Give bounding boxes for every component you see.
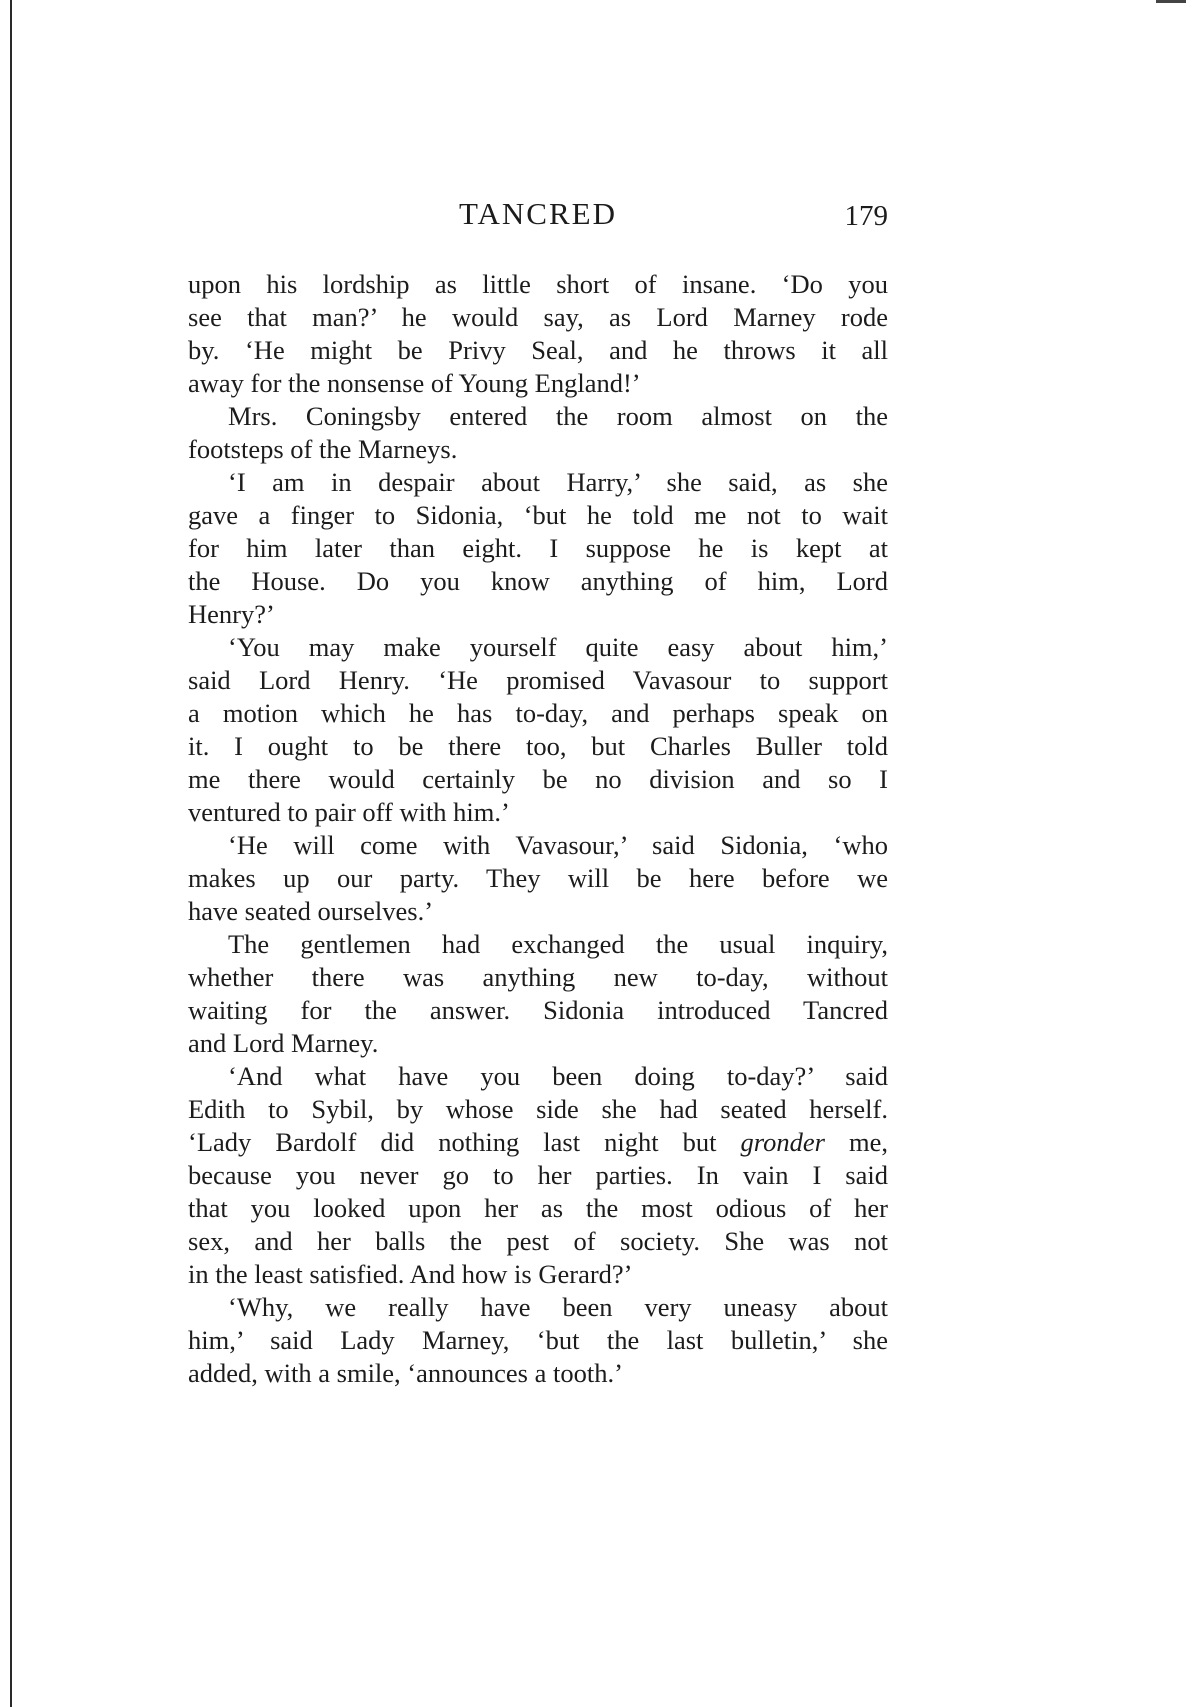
- text-line: gave a finger to Sidonia, ‘but he told me not to wait: [188, 500, 888, 530]
- text-line: ventured to pair off with him.’: [188, 797, 510, 827]
- text-line: ‘Why, we really have been very uneasy about: [228, 1292, 888, 1322]
- text-line: said Lord Henry. ‘He promised Vavasour to support: [188, 665, 888, 695]
- text-line: the House. Do you know anything of him, Lord: [188, 566, 888, 596]
- text-line-with-italic: [188, 1126, 888, 1159]
- page-edge: [10, 0, 12, 1707]
- text-segment: ‘Lady Bardolf did nothing last night but: [188, 1127, 741, 1157]
- text-line: by. ‘He might be Privy Seal, and he throws it all: [188, 335, 888, 365]
- text-line: in the least satisfied. And how is Gerard?’: [188, 1259, 633, 1289]
- text-line: it. I ought to be there too, but Charles Buller told: [188, 731, 888, 761]
- text-segment: me,: [824, 1127, 889, 1157]
- text-line: a motion which he has to-day, and perhaps speak on: [188, 698, 888, 728]
- body-text: [188, 268, 888, 1390]
- text-line: upon his lordship as little short of insane. ‘Do you: [188, 269, 888, 299]
- text-line: ‘You may make yourself quite easy about him,’: [228, 632, 888, 662]
- text-line: added, with a smile, ‘announces a tooth.’: [188, 1358, 623, 1388]
- text-line: waiting for the answer. Sidonia introduced Tancred: [188, 995, 888, 1025]
- text-line: me there would certainly be no division and so I: [188, 764, 888, 794]
- text-line: see that man?’ he would say, as Lord Marney rode: [188, 302, 888, 332]
- text-line: him,’ said Lady Marney, ‘but the last bulletin,’ she: [188, 1325, 888, 1355]
- text-line: makes up our party. They will be here before we: [188, 863, 888, 893]
- page-number: 179: [844, 200, 888, 232]
- text-line: sex, and her balls the pest of society. She was not: [188, 1226, 888, 1256]
- text-line: footsteps of the Marneys.: [188, 434, 458, 464]
- italic-word: gronder: [740, 1127, 825, 1157]
- text-line: have seated ourselves.’: [188, 896, 434, 926]
- text-line: and Lord Marney.: [188, 1028, 379, 1058]
- text-line: for him later than eight. I suppose he is kept at: [188, 533, 888, 563]
- text-line: Henry?’: [188, 599, 275, 629]
- page-header: [188, 196, 888, 242]
- text-line: whether there was anything new to-day, without: [188, 962, 888, 992]
- text-line: Mrs. Coningsby entered the room almost on the: [228, 401, 888, 431]
- text-line: that you looked upon her as the most odious of her: [188, 1193, 888, 1223]
- text-line: because you never go to her parties. In vain I said: [188, 1160, 888, 1190]
- text-line: ‘I am in despair about Harry,’ she said, as she: [228, 467, 888, 497]
- text-line: The gentlemen had exchanged the usual inquiry,: [228, 929, 888, 959]
- text-line: away for the nonsense of Young England!’: [188, 368, 641, 398]
- corner-mark: [1156, 0, 1186, 3]
- text-line: ‘He will come with Vavasour,’ said Sidonia, ‘who: [228, 830, 888, 860]
- running-title: TANCRED: [459, 196, 617, 231]
- text-line: ‘And what have you been doing to-day?’ said: [228, 1061, 888, 1091]
- text-line: Edith to Sybil, by whose side she had seated herself.: [188, 1094, 888, 1124]
